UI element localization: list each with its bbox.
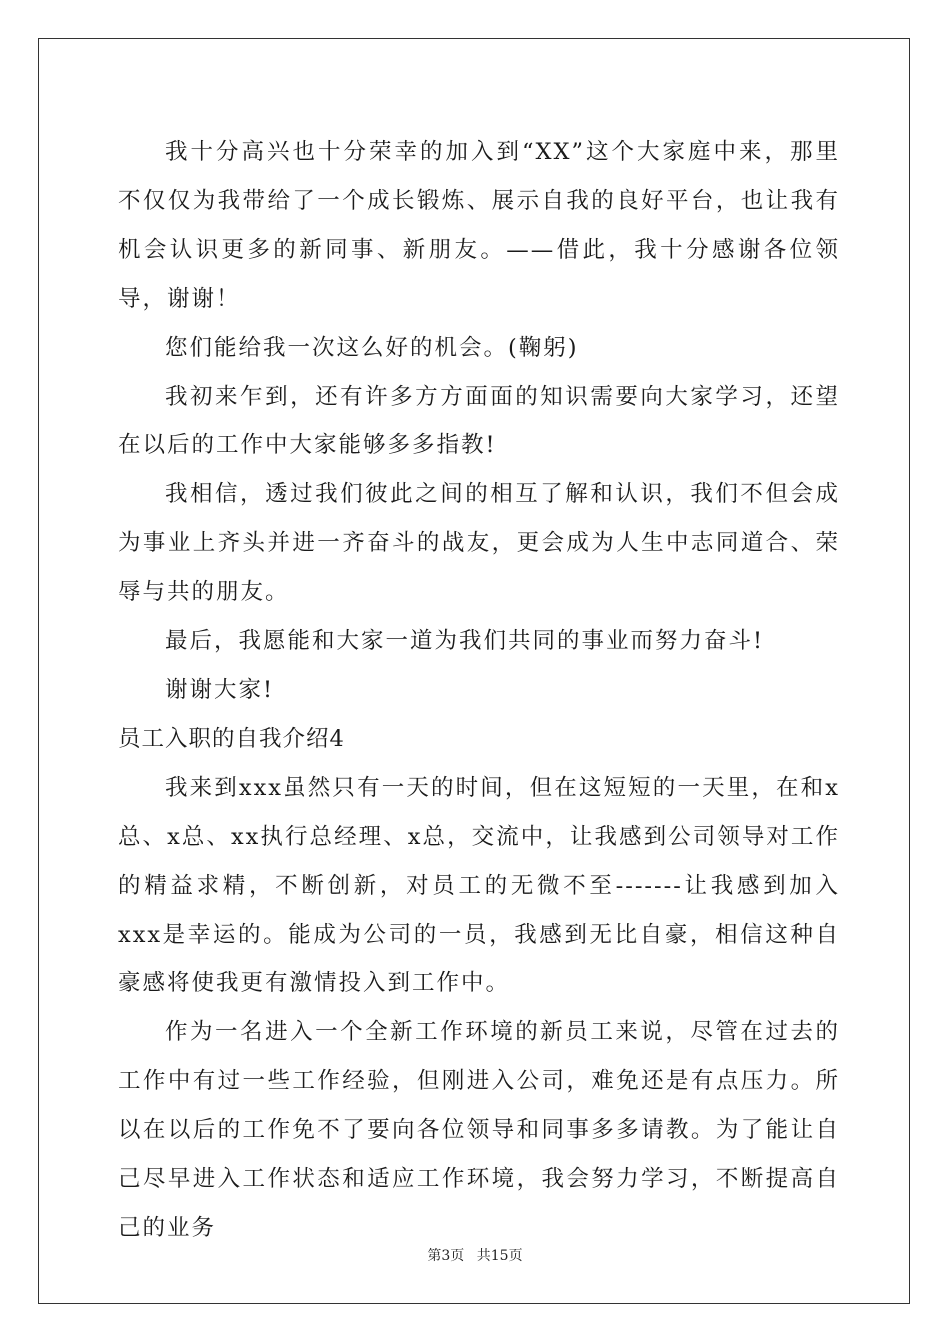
paragraph-7: 我来到xxx虽然只有一天的时间，但在这短短的一天里，在和x总、x总、xx执行总经理、x总，交流中，让我感到公司领导对工作的精益求精，不断创新，对员工的无微不至-------让我感到加入xxx是幸运的。能成为公司的一员，我感到无比自豪，相信这种自豪感将使我更有激情投入到工作中。 <box>118 774 840 997</box>
paragraph-5: 最后，我愿能和大家一道为我们共同的事业而努力奋斗! <box>165 628 765 655</box>
paragraph-1: 我十分高兴也十分荣幸的加入到“XX”这个大家庭中来，那里不仅仅为我带给了一个成长锻炼、展示自我的良好平台，也让我有机会认识更多的新同事、新朋友。——借此，我十分感谢各位领导，谢谢！ <box>118 139 840 312</box>
section-heading: 员工入职的自我介绍4 <box>118 725 345 752</box>
paragraph-2: 您们能给我一次这么好的机会。(鞠躬) <box>165 334 579 361</box>
paragraph-6: 谢谢大家! <box>165 676 275 703</box>
document-body <box>118 128 840 1253</box>
paragraph-8: 作为一名进入一个全新工作环境的新员工来说，尽管在过去的工作中有过一些工作经验，但刚进入公司，难免还是有点压力。所以在以后的工作免不了要向各位领导和同事多多请教。为了能让自己尽早进入工作状态和适应工作环境，我会努力学习，不断提高自己的业务 <box>118 1019 840 1241</box>
page-footer <box>0 1245 950 1265</box>
page-number: 第3页 <box>427 1248 465 1264</box>
paragraph-3: 我初来乍到，还有许多方方面面的知识需要向大家学习，还望在以后的工作中大家能够多多指教! <box>118 383 840 459</box>
paragraph-4: 我相信，透过我们彼此之间的相互了解和认识，我们不但会成为事业上齐头并进一齐奋斗的战友，更会成为人生中志同道合、荣辱与共的朋友。 <box>118 481 840 606</box>
page-total: 共15页 <box>476 1248 523 1264</box>
